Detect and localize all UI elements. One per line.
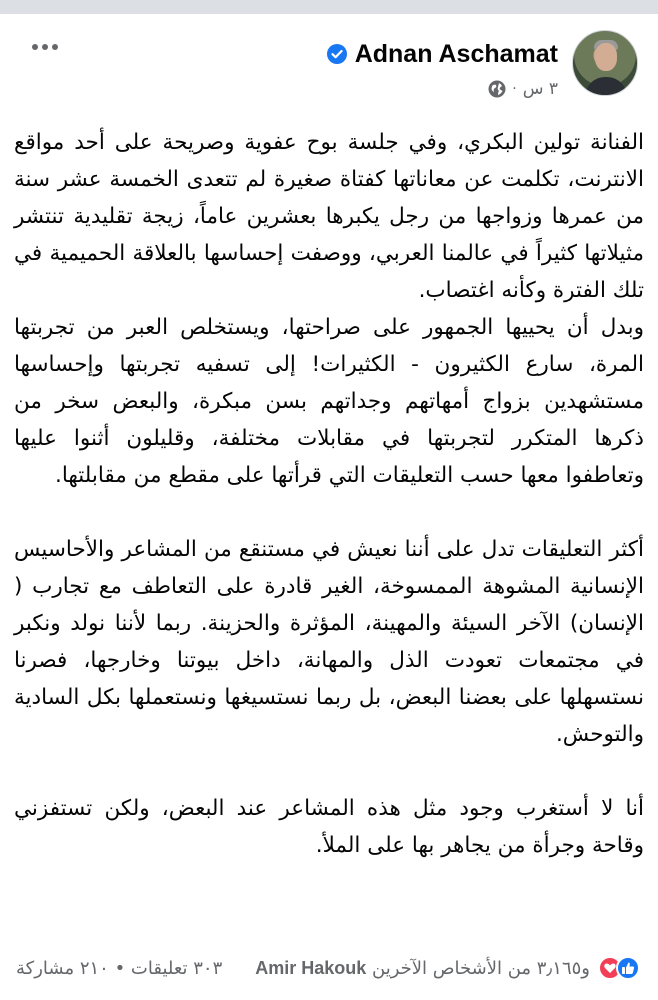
meta-separator: · (512, 81, 517, 97)
reaction-icons[interactable] (598, 956, 640, 980)
post-body (14, 124, 644, 864)
comments-count[interactable]: ٣٠٣ تعليقات (130, 958, 223, 979)
post-paragraph-3: أكثر التعليقات تدل على أننا نعيش في مستنقع من المشاعر والأحاسيس الإنسانية المشوهة الممسوخة، الغير قادرة على التعاطف مع تجارب ( الإنسان) الآخر السيئة والمهينة، المؤثرة والحزينة. ربما لأننا نولد ونكبر في مجتمعات تعودت الذل والمهانة، داخل بيوتنا وخارجها، فصرنا نستسهلها على بعضنا البعض، بل ربما نستسيغها ونستعملها بكل السادية والتوحش. (14, 537, 644, 747)
more-options-icon[interactable] (32, 42, 58, 52)
globe-icon[interactable] (488, 80, 506, 98)
post-footer (0, 952, 658, 988)
author-name[interactable]: Adnan Aschamat (354, 39, 558, 68)
post-time[interactable]: ٣ س (522, 79, 558, 99)
reaction-summary[interactable] (255, 958, 590, 979)
engagement-counts (16, 958, 222, 979)
post-paragraph-4: أنا لا أستغرب وجود مثل هذه المشاعر عند البعض، ولكن تستفزني وقاحة وجرأة من يجاهر بها على الملأ. (14, 796, 644, 858)
post-header (0, 30, 658, 110)
reactor-name[interactable]: Amir Hakouk (255, 958, 367, 978)
reactor-suffix: و٣٫١٦٥ من الأشخاص الآخرين (372, 958, 590, 979)
post-meta (488, 78, 558, 100)
paragraph-gap (14, 753, 644, 790)
like-icon (616, 956, 640, 980)
shares-count[interactable]: • ٢١٠ مشاركة (16, 958, 126, 979)
verified-badge-icon (327, 44, 347, 64)
top-strip (0, 0, 658, 14)
author-row (327, 40, 558, 68)
post-paragraph-1: الفنانة تولين البكري، وفي جلسة بوح عفوية وصريحة على أحد مواقع الانترنت، تكلمت عن معاناتها كفتاة صغيرة لم تتعدى الخمسة عشر سنة من عمرها وزواجها من رجل يكبرها بعشرين عاماً، زيجة تقليدية تنتشر مثيلاتها كثيراً في عالمنا العربي، ووصفت إحساسها بالعلاقة الحميمية في تلك الفترة وكأنه اغتصاب. (14, 130, 644, 303)
avatar-shirt (585, 77, 627, 96)
paragraph-gap (14, 494, 644, 531)
post-paragraph-2: وبدل أن يحييها الجمهور على صراحتها، ويستخلص العبر من تجربتها المرة، سارع الكثيرون - الكثيرات! إلى تسفيه تجربتها وإحساسها مستشهدين بزواج أمهاتهم وجداتهم بسن مبكرة، والبعض سخر من ذكرها المتكرر لتجربتها في مقابلات مختلفة، وقليلون أثنوا عليها وتعاطفوا معها حسب التعليقات التي قرأتها على مقطع من مقابلتها. (14, 315, 644, 488)
avatar-face (595, 43, 617, 71)
avatar[interactable] (572, 30, 638, 96)
